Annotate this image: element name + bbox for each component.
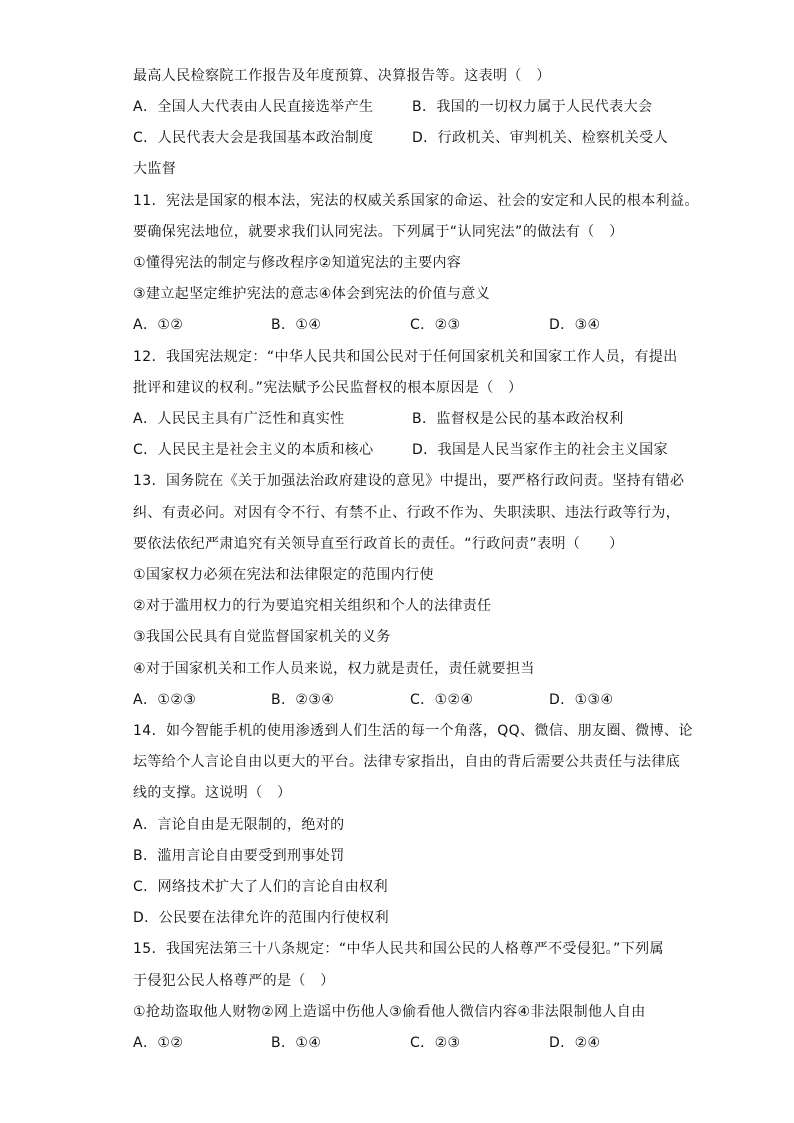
- q14-option-b: B．滥用言论自由要受到刑事处罚: [133, 848, 345, 864]
- question-15-stem-2: 于侵犯公民人格尊严的是（ ）: [133, 973, 335, 989]
- q15-option-c: C．②③: [410, 1035, 461, 1051]
- q14-option-d: D．公民要在法律允许的范围内行使权利: [133, 910, 389, 926]
- q11-option-b: B．①④: [271, 317, 322, 333]
- question-11-item-1: ①懂得宪法的制定与修改程序②知道宪法的主要内容: [133, 255, 462, 271]
- question-13-item-1: ①国家权力必须在宪法和法律限定的范围内行使: [133, 567, 434, 583]
- question-10-stem-tail: 最高人民检察院工作报告及年度预算、决算报告等。这表明（ ）: [133, 68, 551, 84]
- q15-option-b: B．①④: [271, 1035, 322, 1051]
- q13-option-d: D．①③④: [549, 692, 614, 708]
- q12-option-d: D．我国是人民当家作主的社会主义国家: [412, 442, 668, 458]
- question-11-item-2: ③建立起坚定维护宪法的意志④体会到宪法的价值与意义: [133, 286, 491, 302]
- q11-option-c: C．②③: [410, 317, 461, 333]
- question-13-stem-2: 纠、有责必问。对因有令不行、有禁不止、行政不作为、失职渎职、违法行政等行为，: [133, 505, 681, 521]
- question-12-stem-2: 批评和建议的权利。”宪法赋予公民监督权的根本原因是（ ）: [133, 380, 523, 396]
- q10-option-d-continued: 大监督: [133, 161, 177, 177]
- question-14-stem-1: 14．如今智能手机的使用渗透到人们生活的每一个角落，QQ、微信、朋友圈、微博、论: [133, 723, 693, 739]
- question-11-stem-2: 要确保宪法地位，就要求我们认同宪法。下列属于“认同宪法”的做法有（ ）: [133, 224, 624, 240]
- question-15-items: ①抢劫盗取他人财物②网上造谣中伤他人③偷看他人微信内容④非法限制他人自由: [133, 1004, 646, 1020]
- q14-option-a: A．言论自由是无限制的，绝对的: [133, 817, 345, 833]
- q12-option-a: A．人民民主具有广泛性和真实性: [133, 411, 345, 427]
- question-11-stem-1: 11．宪法是国家的根本法，宪法的权威关系国家的命运、社会的安定和人民的根本利益。: [133, 193, 699, 209]
- q15-option-a: A．①②: [133, 1035, 184, 1051]
- q13-option-a: A．①②③: [133, 692, 197, 708]
- question-13-stem-1: 13．国务院在《关于加强法治政府建设的意见》中提出，要严格行政问责。坚持有错必: [133, 473, 685, 489]
- q13-option-b: B．②③④: [271, 692, 335, 708]
- q14-option-c: C．网络技术扩大了人们的言论自由权利: [133, 879, 388, 895]
- q10-option-b: B．我国的一切权力属于人民代表大会: [412, 99, 653, 115]
- question-13-item-2: ②对于滥用权力的行为要追究相关组织和个人的法律责任: [133, 598, 492, 614]
- q12-option-c: C．人民民主是社会主义的本质和核心: [133, 442, 374, 458]
- q10-option-a: A．全国人大代表由人民直接选举产生: [133, 99, 374, 115]
- question-14-stem-2: 坛等给个人言论自由以更大的平台。法律专家指出，自由的背后需要公共责任与法律底: [133, 754, 681, 770]
- question-13-stem-3: 要依法依纪严肃追究有关领导直至行政首长的责任。“行政问责”表明（ ）: [133, 536, 624, 552]
- q10-option-c: C．人民代表大会是我国基本政治制度: [133, 130, 374, 146]
- question-13-item-4: ④对于国家机关和工作人员来说，权力就是责任，责任就要担当: [133, 661, 535, 677]
- q11-option-a: A．①②: [133, 317, 184, 333]
- q11-option-d: D．③④: [549, 317, 601, 333]
- q13-option-c: C．①②④: [410, 692, 474, 708]
- question-14-stem-3: 线的支撑。这说明（ ）: [133, 785, 292, 801]
- question-12-stem-1: 12．我国宪法规定：“中华人民共和国公民对于任何国家机关和国家工作人员，有提出: [133, 349, 678, 365]
- question-13-item-3: ③我国公民具有自觉监督国家机关的义务: [133, 629, 391, 645]
- q10-option-d: D．行政机关、审判机关、检察机关受人: [412, 130, 668, 146]
- q12-option-b: B．监督权是公民的基本政治权利: [412, 411, 624, 427]
- q15-option-d: D．②④: [549, 1035, 601, 1051]
- question-15-stem-1: 15．我国宪法第三十八条规定：“中华人民共和国公民的人格尊严不受侵犯。”下列属: [133, 941, 664, 957]
